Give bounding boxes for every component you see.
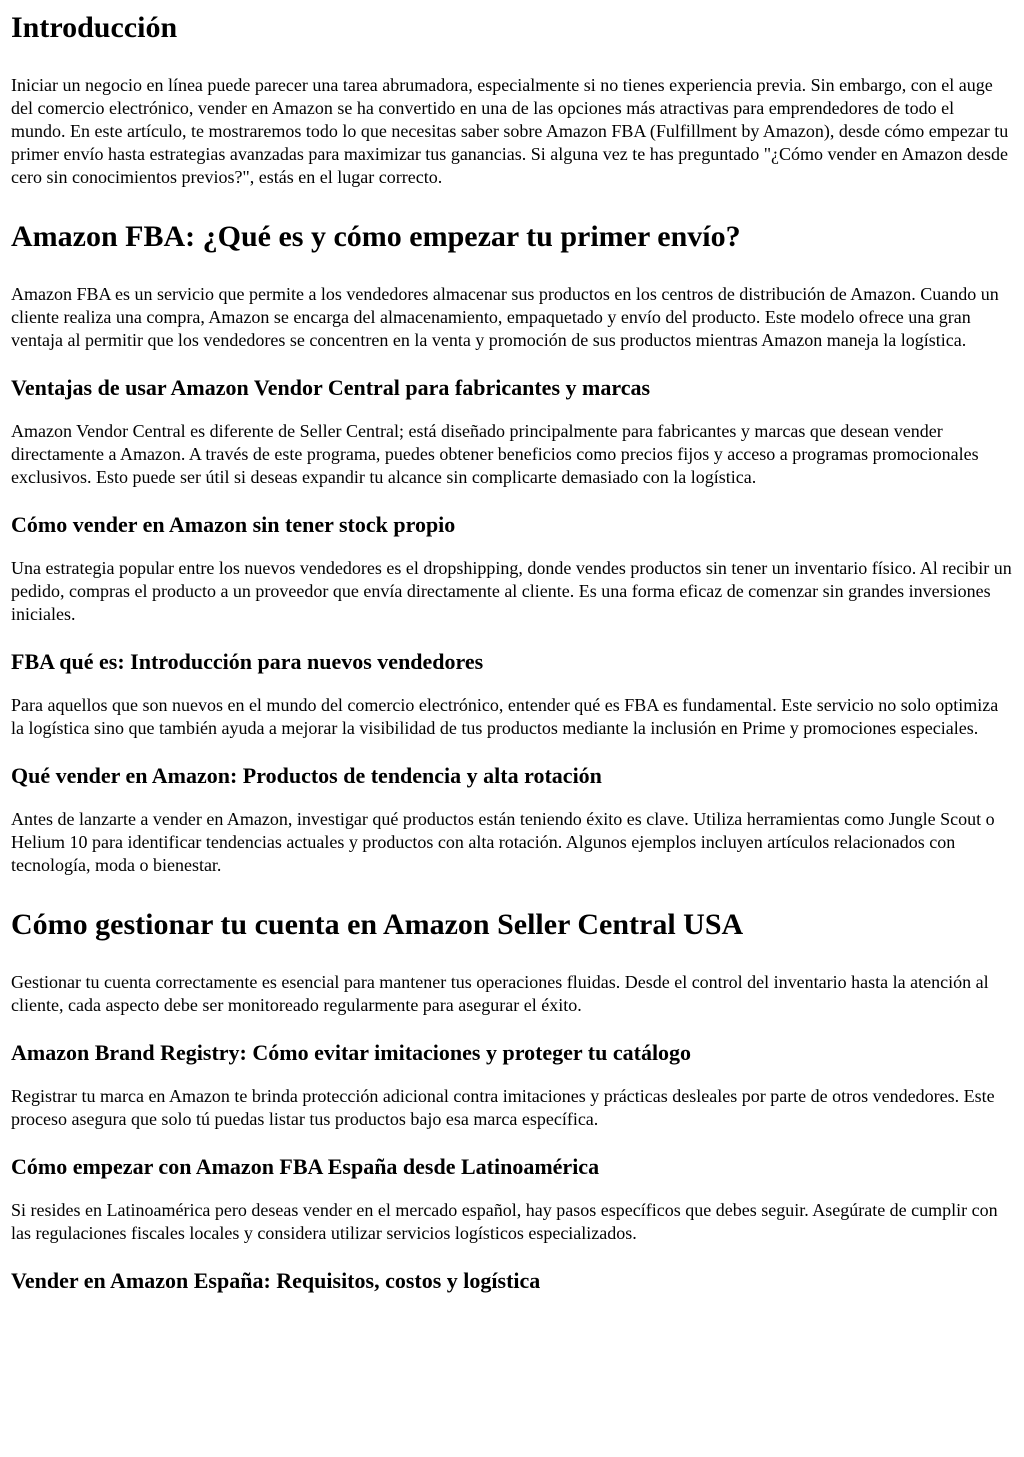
subsection-heading-vendor-central: Ventajas de usar Amazon Vendor Central para fabricantes y marcas [11,375,651,400]
subsection-heading-fba-espana-latam: Cómo empezar con Amazon FBA España desde Latinoamérica [11,1154,600,1179]
subsection-heading-sin-stock: Cómo vender en Amazon sin tener stock propio [11,512,456,537]
section-heading-introduccion: Introducción [11,11,178,44]
subsection-heading-brand-registry: Amazon Brand Registry: Cómo evitar imitaciones y proteger tu catálogo [11,1040,692,1065]
subsection-paragraph-fba-que-es: Para aquellos que son nuevos en el mundo del comercio electrónico, entender qué es FBA es fundamental. Este servicio no solo optimiza la logística sino que también ayuda a mejorar la visibilidad de tus productos mediante la inclusión en Prime y promociones especiales. [11,695,999,738]
subsection-paragraph-que-vender: Antes de lanzarte a vender en Amazon, investigar qué productos están teniendo éxito es clave. Utiliza herramientas como Jungle Scout o Helium 10 para identificar tendencias actuales y productos con alta rotación. Algunos ejemplos incluyen artículos relacionados con tecnología, moda o bienestar. [11,809,995,875]
section-paragraph-introduccion: Iniciar un negocio en línea puede parecer una tarea abrumadora, especialmente si no tienes experiencia previa. Sin embargo, con el auge del comercio electrónico, vender en Amazon se ha convertido en una de las opciones más atractivas para emprendedores de todo el mundo. En este artículo, te mostraremos todo lo que necesitas saber sobre Amazon FBA (Fulfillment by Amazon), desde cómo empezar tu primer envío hasta estrategias avanzadas para maximizar tus ganancias. Si alguna vez te has preguntado "¿Cómo vender en Amazon desde cero sin conocimientos previos?", estás en el lugar correcto. [11,75,1009,187]
subsection-paragraph-fba-espana-latam: Si resides en Latinoamérica pero deseas vender en el mercado español, hay pasos específicos que debes seguir. Asegúrate de cumplir con las regulaciones fiscales locales y considera utilizar servicios logísticos especializados. [11,1200,998,1243]
article [0,11,1024,1294]
section-heading-seller-central-usa: Cómo gestionar tu cuenta en Amazon Seller Central USA [11,908,744,941]
subsection-paragraph-brand-registry: Registrar tu marca en Amazon te brinda protección adicional contra imitaciones y prácticas desleales por parte de otros vendedores. Este proceso asegura que solo tú puedas listar tus productos bajo esa marca específica. [11,1086,995,1129]
section-paragraph-seller-central-usa: Gestionar tu cuenta correctamente es esencial para mantener tus operaciones fluidas. Desde el control del inventario hasta la atención al cliente, cada aspecto debe ser monitoreado regularmente para asegurar el éxito. [11,972,989,1015]
subsection-heading-que-vender: Qué vender en Amazon: Productos de tendencia y alta rotación [11,763,602,788]
section-paragraph-amazon-fba: Amazon FBA es un servicio que permite a los vendedores almacenar sus productos en los centros de distribución de Amazon. Cuando un cliente realiza una compra, Amazon se encarga del almacenamiento, empaquetado y envío del producto. Este modelo ofrece una gran ventaja al permitir que los vendedores se concentren en la venta y promoción de sus productos mientras Amazon maneja la logística. [11,284,999,350]
subsection-heading-vender-espana: Vender en Amazon España: Requisitos, costos y logística [11,1268,541,1293]
subsection-heading-fba-que-es: FBA qué es: Introducción para nuevos vendedores [11,649,484,674]
subsection-paragraph-sin-stock: Una estrategia popular entre los nuevos vendedores es el dropshipping, donde vendes productos sin tener un inventario físico. Al recibir un pedido, compras el producto a un proveedor que envía directamente al cliente. Es una forma eficaz de comenzar sin grandes inversiones iniciales. [11,558,1012,624]
section-heading-amazon-fba: Amazon FBA: ¿Qué es y cómo empezar tu primer envío? [11,220,741,253]
subsection-paragraph-vendor-central: Amazon Vendor Central es diferente de Seller Central; está diseñado principalmente para fabricantes y marcas que desean vender directamente a Amazon. A través de este programa, puedes obtener beneficios como precios fijos y acceso a programas promocionales exclusivos. Esto puede ser útil si deseas expandir tu alcance sin complicarte demasiado con la logística. [11,421,979,487]
